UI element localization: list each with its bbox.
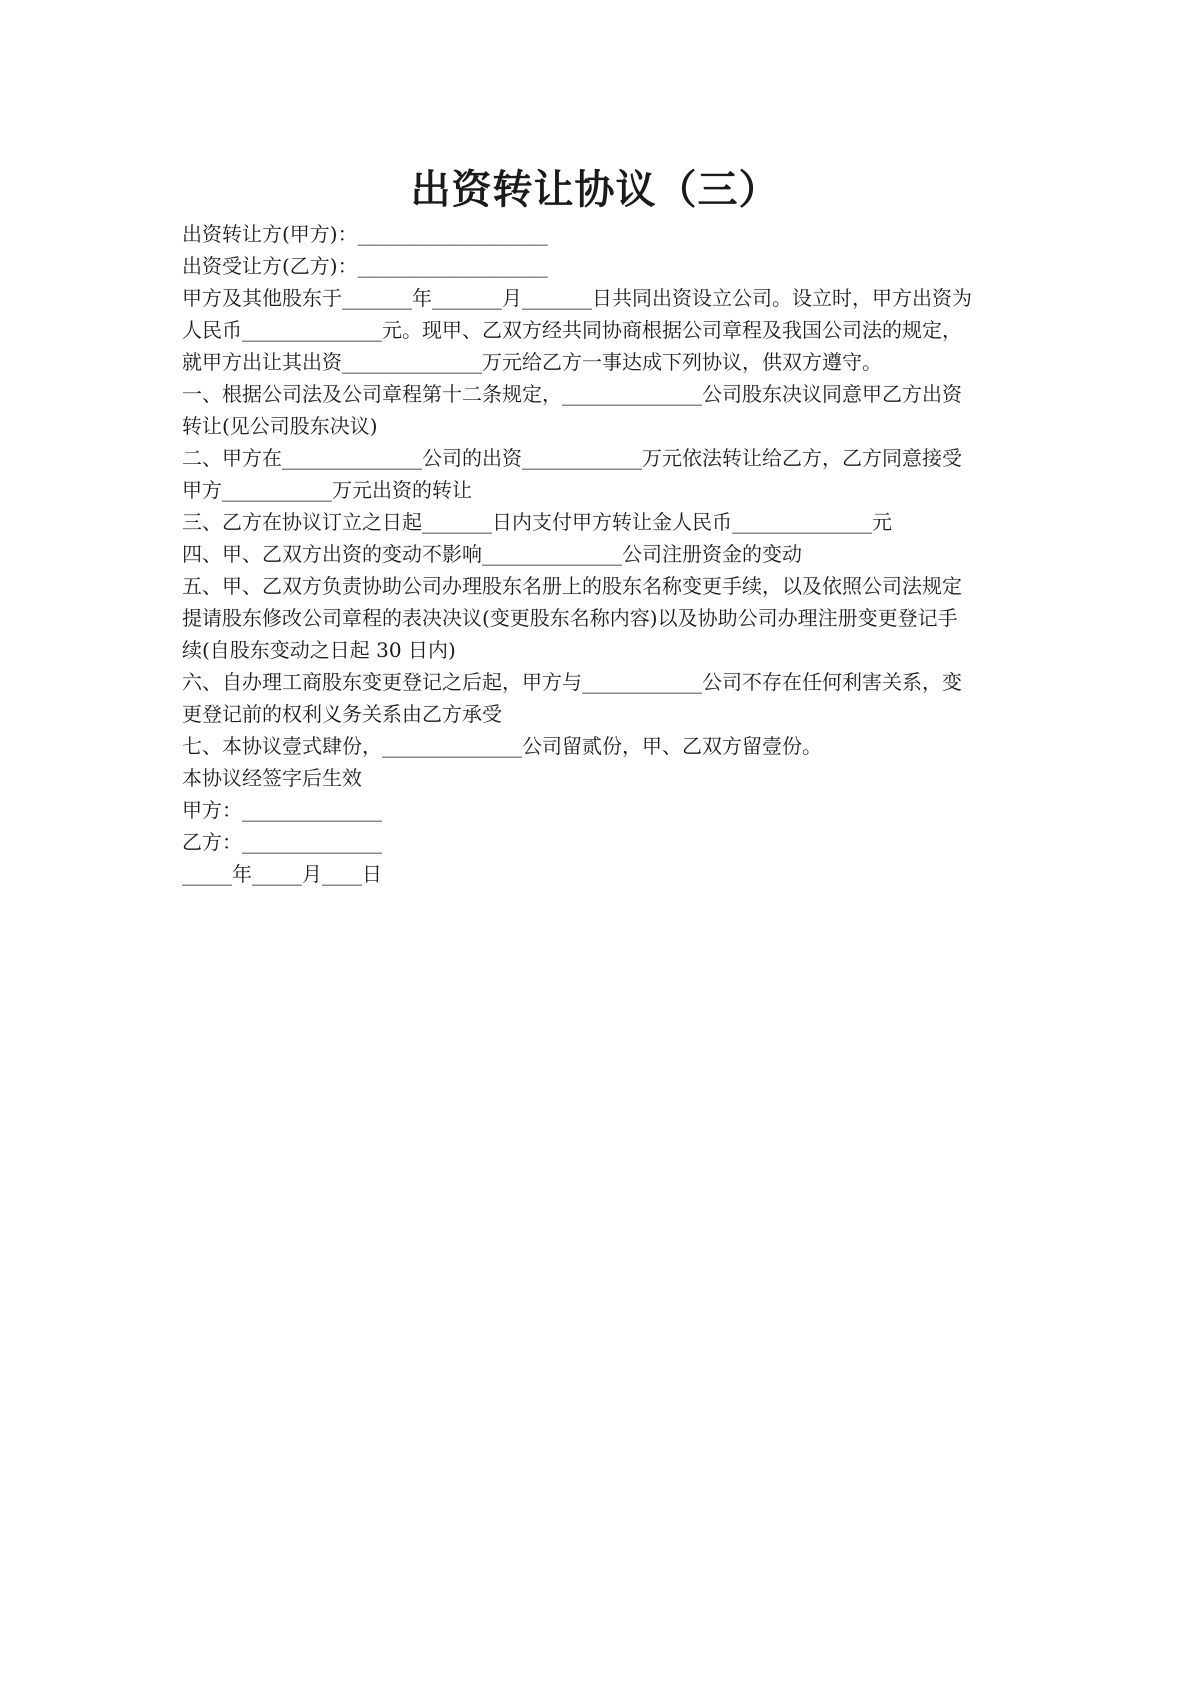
- transferee-line: 出资受让方(乙方)：___________________: [182, 254, 548, 278]
- clause-1-line-1: 一、根据公司法及公司章程第十二条规定，______________公司股东决议同意甲乙方出资: [182, 382, 962, 406]
- clause-4-line: 四、甲、乙双方出资的变动不影响______________公司注册资金的变动: [182, 542, 802, 566]
- preamble-line-1: 甲方及其他股东于_______年_______月_______日共同出资设立公司。设立时，甲方出资为: [182, 286, 972, 310]
- clause-6-line-2: 更登记前的权利义务关系由乙方承受: [182, 702, 502, 726]
- date-line: _____年_____月____日: [182, 862, 382, 886]
- clause-2-line-1: 二、甲方在______________公司的出资____________万元依法转让给乙方，乙方同意接受: [182, 446, 962, 470]
- clause-5-line-1: 五、甲、乙双方负责协助公司办理股东名册上的股东名称变更手续，以及依照公司法规定: [182, 574, 962, 598]
- effective-line: 本协议经签字后生效: [182, 766, 362, 790]
- party-b-signature-line: 乙方：______________: [182, 830, 382, 854]
- clause-2-line-2: 甲方___________万元出资的转让: [182, 478, 472, 502]
- clause-5-line-2: 提请股东修改公司章程的表决决议(变更股东名称内容)以及协助公司办理注册变更登记手: [182, 606, 958, 630]
- party-a-signature-line: 甲方：______________: [182, 798, 382, 822]
- preamble-line-2: 人民币______________元。现甲、乙双方经共同协商根据公司章程及我国公司法的规定，: [182, 318, 962, 342]
- preamble-line-3: 就甲方出让其出资______________万元给乙方一事达成下列协议，供双方遵守。: [182, 350, 882, 374]
- document-body: [182, 218, 1020, 890]
- transferor-line: 出资转让方(甲方)：___________________: [182, 222, 548, 246]
- clause-3-line: 三、乙方在协议订立之日起_______日内支付甲方转让金人民币______________元: [182, 510, 892, 534]
- document-title: 出资转让协议（三）: [410, 166, 780, 213]
- clause-6-line-1: 六、自办理工商股东变更登记之后起，甲方与____________公司不存在任何利害关系，变: [182, 670, 962, 694]
- clause-7-line: 七、本协议壹式肆份，______________公司留贰份，甲、乙双方留壹份。: [182, 734, 822, 758]
- clause-5-line-3: 续(自股东变动之日起 30 日内): [182, 638, 456, 662]
- clause-1-line-2: 转让(见公司股东决议): [182, 414, 378, 438]
